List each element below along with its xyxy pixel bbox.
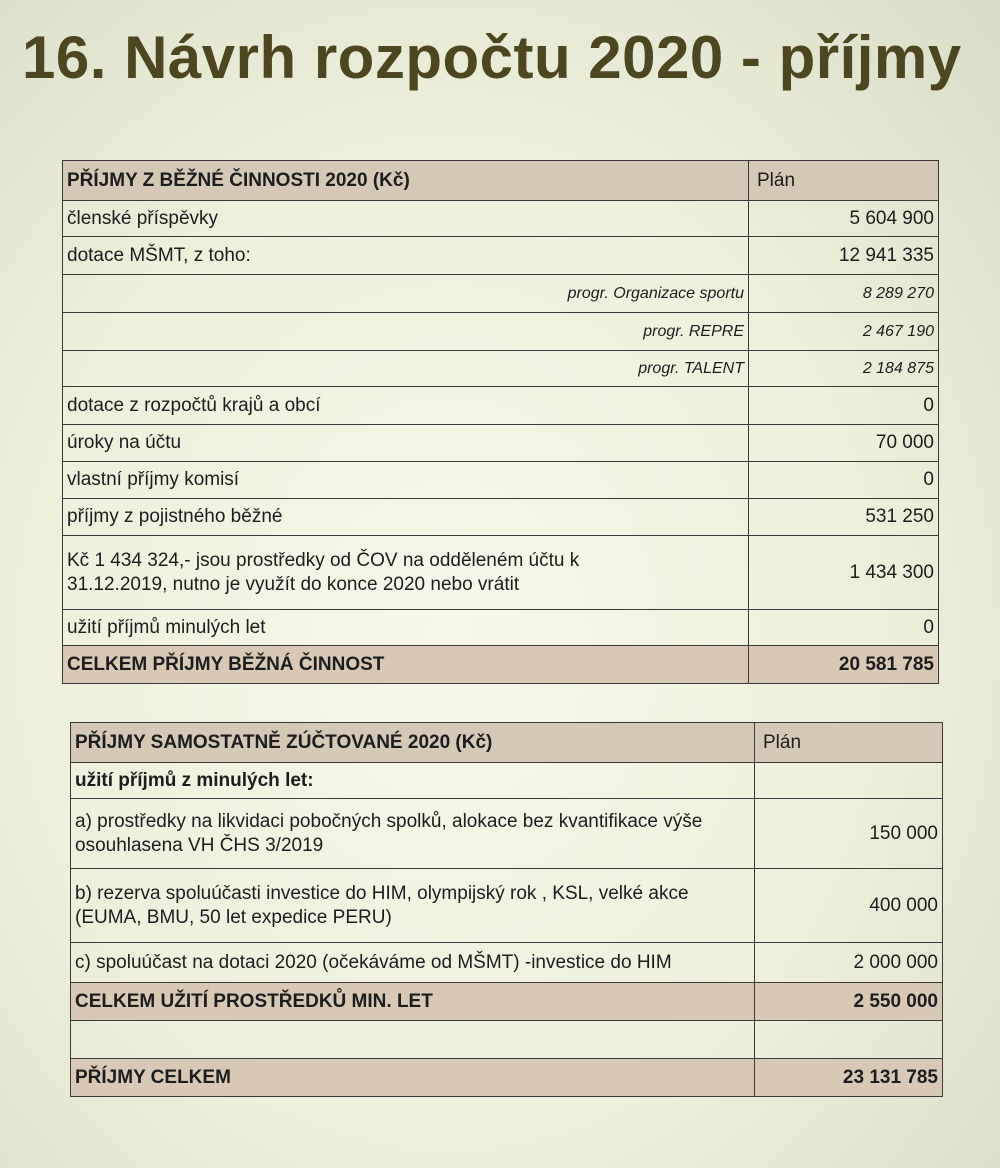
row-label: příjmy z pojistného běžné [63, 499, 749, 536]
row-label: progr. TALENT [63, 351, 749, 387]
row-label: dotace MŠMT, z toho: [63, 237, 749, 275]
separate-header-plan: Plán [755, 723, 943, 763]
row-value: 531 250 [749, 499, 939, 536]
row-label: progr. REPRE [63, 313, 749, 351]
income-header-row [63, 161, 939, 201]
empty-cell [755, 1021, 943, 1059]
row-label: c) spoluúčast na dotaci 2020 (očekáváme od MŠMT) -investice do HIM [71, 943, 755, 983]
grand-total-row [71, 1059, 943, 1097]
row-value: 0 [749, 462, 939, 499]
separate-total-label: CELKEM UŽITÍ PROSTŘEDKŮ MIN. LET [71, 983, 755, 1021]
row-label: b) rezerva spoluúčasti investice do HIM, olympijský rok , KSL, velké akce (EUMA, BMU, 50 let expedice PERU) [71, 869, 755, 943]
row-value: 0 [749, 387, 939, 425]
grand-total-label: PŘÍJMY CELKEM [71, 1059, 755, 1097]
table-row [63, 610, 939, 646]
table-row [63, 313, 939, 351]
row-value: 2 467 190 [749, 313, 939, 351]
row-value: 8 289 270 [749, 275, 939, 313]
row-value: 150 000 [755, 799, 943, 869]
table-row [63, 351, 939, 387]
row-value: 2 184 875 [749, 351, 939, 387]
table-row [63, 387, 939, 425]
income-total-label: CELKEM PŘÍJMY BĚŽNÁ ČINNOST [63, 646, 749, 684]
table-row [63, 536, 939, 610]
separate-total-value: 2 550 000 [755, 983, 943, 1021]
row-label: členské příspěvky [63, 201, 749, 237]
empty-cell [755, 763, 943, 799]
table-row [71, 799, 943, 869]
row-label: a) prostředky na likvidaci pobočných spolků, alokace bez kvantifikace výše osouhlasena VH ČHS 3/2019 [71, 799, 755, 869]
income-total-value: 20 581 785 [749, 646, 939, 684]
page-title: 16. Návrh rozpočtu 2020 - příjmy [22, 24, 962, 91]
row-value: 400 000 [755, 869, 943, 943]
table-row [71, 869, 943, 943]
empty-cell [71, 1021, 755, 1059]
row-label: vlastní příjmy komisí [63, 462, 749, 499]
spacer-row [71, 1021, 943, 1059]
income-header-plan: Plán [749, 161, 939, 201]
table-row [71, 943, 943, 983]
grand-total-value: 23 131 785 [755, 1059, 943, 1097]
separate-subheader: užití příjmů z minulých let: [71, 763, 755, 799]
separate-total-row [71, 983, 943, 1021]
row-label: úroky na účtu [63, 425, 749, 462]
row-value: 1 434 300 [749, 536, 939, 610]
row-value: 70 000 [749, 425, 939, 462]
table-row [63, 499, 939, 536]
row-value: 5 604 900 [749, 201, 939, 237]
table-row [63, 201, 939, 237]
row-label: užití příjmů minulých let [63, 610, 749, 646]
separate-header-label: PŘÍJMY SAMOSTATNĚ ZÚČTOVANÉ 2020 (Kč) [71, 723, 755, 763]
table-row [63, 237, 939, 275]
separate-subheader-row [71, 763, 943, 799]
row-value: 12 941 335 [749, 237, 939, 275]
income-total-row [63, 646, 939, 684]
separate-header-row [71, 723, 943, 763]
row-label: progr. Organizace sportu [63, 275, 749, 313]
income-header-label: PŘÍJMY Z BĚŽNÉ ČINNOSTI 2020 (Kč) [63, 161, 749, 201]
table-row [63, 275, 939, 313]
table-row [63, 425, 939, 462]
row-value: 0 [749, 610, 939, 646]
table-row [63, 462, 939, 499]
row-value: 2 000 000 [755, 943, 943, 983]
separate-income-table [70, 722, 943, 1097]
row-label: dotace z rozpočtů krajů a obcí [63, 387, 749, 425]
income-table [62, 160, 939, 684]
row-label: Kč 1 434 324,- jsou prostředky od ČOV na odděleném účtu k 31.12.2019, nutno je využít do konce 2020 nebo vrátit [63, 536, 749, 610]
